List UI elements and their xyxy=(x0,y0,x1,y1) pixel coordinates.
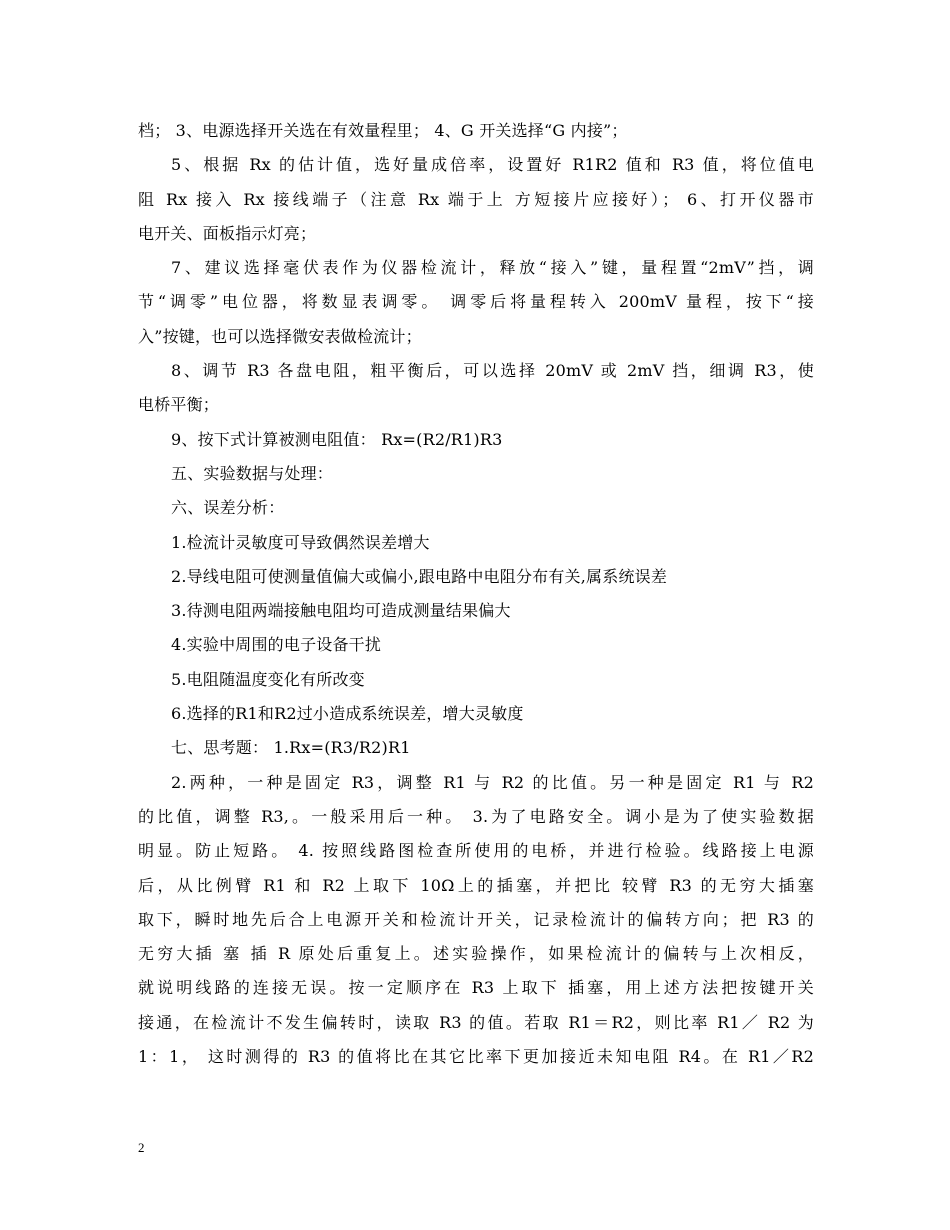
document-body xyxy=(138,114,814,1074)
section-heading: 五、实验数据与处理： xyxy=(171,463,334,483)
text-line: 节“调零”电位器，将数显表调零。 调零后将量程转入 200mV 量程，按下“接 xyxy=(138,292,814,312)
text-line: 8、调节 R3 各盘电阻，粗平衡后，可以选择 20mV 或 2mV 挡，细调 R3，使 xyxy=(171,361,814,381)
text-line: 接通，在检流计不发生偏转时，读取 R3 的值。若取 R1＝R2，则比率 R1／ R2 为 xyxy=(138,1012,814,1032)
text-line: 5、根据 Rx 的估计值，选好量成倍率，设置好 R1R2 值和 R3 值，将位值电 xyxy=(171,155,814,175)
text-line: 取下，瞬时地先后合上电源开关和检流计开关，记录检流计的偏转方向；把 R3 的 xyxy=(138,909,814,929)
text-line: 1：1， 这时测得的 R3 的值将比在其它比率下更加接近未知电阻 R4。在 R1／R2 xyxy=(138,1047,814,1067)
text-line: 9、按下式计算被测电阻值： Rx=(R2/R1)R3 xyxy=(171,429,503,449)
page-number: 2 xyxy=(138,1140,145,1155)
text-line: 2.两种，一种是固定 R3，调整 R1 与 R2 的比值。另一种是固定 R1 与 R2 xyxy=(171,772,814,792)
list-item: 4.实验中周围的电子设备干扰 xyxy=(171,635,382,655)
text-line: 7、建议选择毫伏表作为仪器检流计，释放“接入”键，量程置“2mV”挡，调 xyxy=(171,258,814,278)
list-item: 6.选择的R1和R2过小造成系统误差，增大灵敏度 xyxy=(171,704,524,724)
text-line: 就说明线路的连接无误。按一定顺序在 R3 上取下 插塞，用上述方法把按键开关 xyxy=(138,978,814,998)
text-line: 档； 3、电源选择开关选在有效量程里； 4、G 开关选择“G 内接”； xyxy=(138,121,628,140)
text-line: 入”按键，也可以选择微安表做检流计； xyxy=(138,326,422,346)
list-item: 1.检流计灵敏度可导致偶然误差增大 xyxy=(171,532,430,552)
list-item: 2.导线电阻可使测量值偏大或偏小,跟电路中电阻分布有关,属系统误差 xyxy=(171,566,668,586)
text-line: 明显。防止短路。 4. 按照线路图检查所使用的电桥，并进行检验。线路接上电源 xyxy=(138,841,814,861)
list-item: 5.电阻随温度变化有所改变 xyxy=(171,669,365,689)
text-line: 阻 Rx 接入 Rx 接线端子（注意 Rx 端于上 方短接片应接好）； 6、打开仪器市 xyxy=(138,189,814,209)
text-line: 无穷大插 塞 插 R 原处后重复上。述实验操作，如果检流计的偏转与上次相反， xyxy=(138,944,814,964)
text-line: 的比值，调整 R3,。一般采用后一种。 3.为了电路安全。调小是为了使实验数据 xyxy=(138,806,814,826)
list-item: 3.待测电阻两端接触电阻均可造成测量结果偏大 xyxy=(171,601,511,621)
section-heading: 六、误差分析： xyxy=(171,498,285,518)
section-heading: 七、思考题： 1.Rx=(R3/R2)R1 xyxy=(171,738,411,758)
text-line: 电桥平衡； xyxy=(138,395,220,415)
text-line: 后，从比例臂 R1 和 R2 上取下 10Ω上的插塞，并把比 较臂 R3 的无穷大插塞 xyxy=(138,875,814,895)
text-line: 电开关、面板指示灯亮； xyxy=(138,223,317,243)
